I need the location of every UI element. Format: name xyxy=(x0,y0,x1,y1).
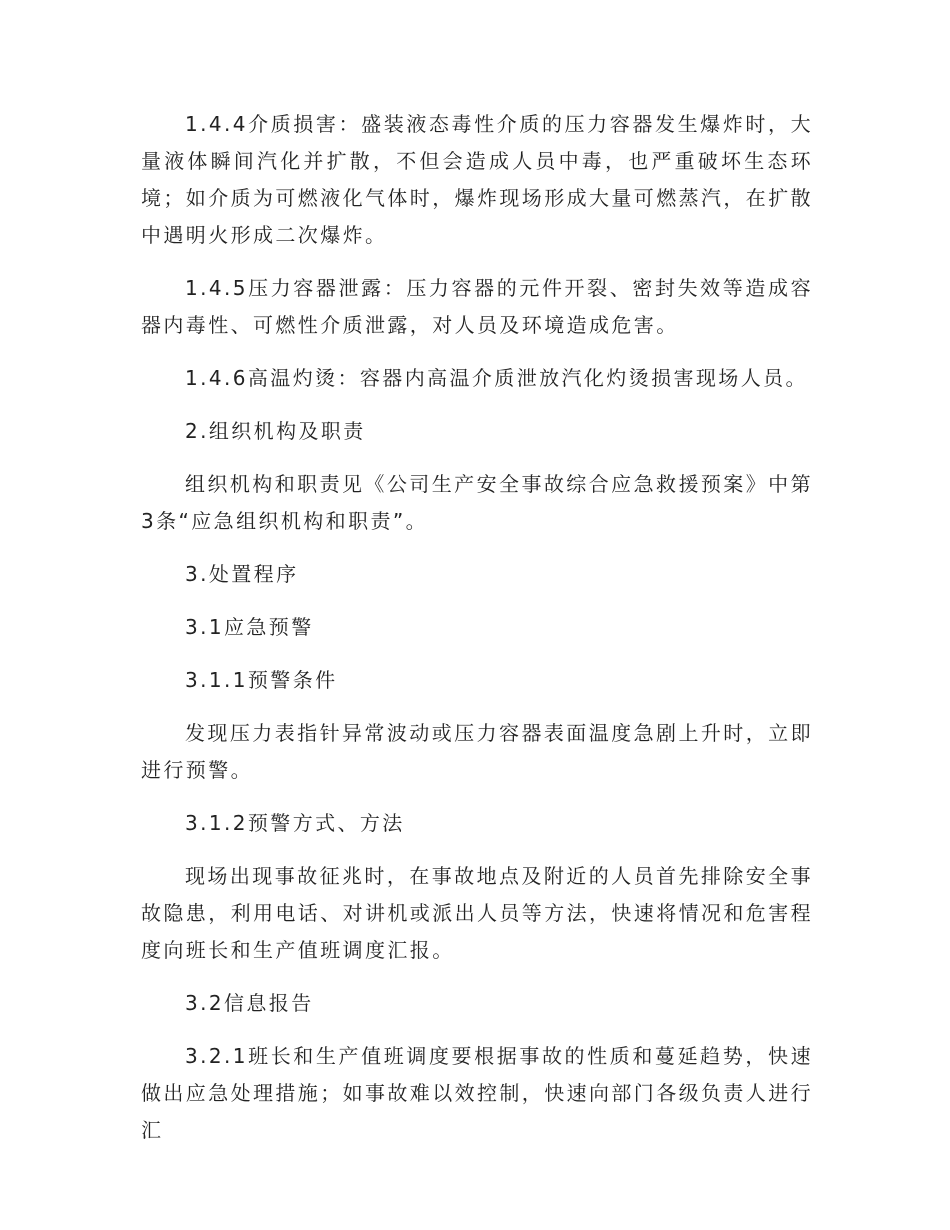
paragraph-organization-reference: 组织机构和职责见《公司生产安全事故综合应急救援预案》中第3条“应急组织机构和职责”。 xyxy=(141,472,813,533)
document-body xyxy=(141,106,813,1165)
heading-3-procedure: 3.处置程序 xyxy=(185,562,299,586)
heading-3-2-info-report: 3.2信息报告 xyxy=(185,991,314,1015)
heading-3-1-2-warning-methods: 3.1.2预警方式、方法 xyxy=(185,811,405,835)
paragraph-3-2-1-reporting: 3.2.1班长和生产值班调度要根据事故的性质和蔓延趋势，快速做出应急处理措施；如事故难以效控制，快速向部门各级负责人进行汇 xyxy=(141,1044,813,1142)
paragraph-1-4-5-vessel-leak: 1.4.5压力容器泄露：压力容器的元件开裂、密封失效等造成容器内毒性、可燃性介质泄露，对人员及环境造成危害。 xyxy=(141,276,813,337)
paragraph-1-4-6-high-temp-scald: 1.4.6高温灼烫：容器内高温介质泄放汽化灼烫损害现场人员。 xyxy=(185,366,808,390)
paragraph-1-4-4-medium-damage: 1.4.4介质损害：盛装液态毒性介质的压力容器发生爆炸时，大量液体瞬间汽化并扩散，不但会造成人员中毒，也严重破坏生态环境；如介质为可燃液化气体时，爆炸现场形成大量可燃蒸汽，在扩散中遇明火形成二次爆炸。 xyxy=(141,112,813,247)
paragraph-warning-methods: 现场出现事故征兆时，在事故地点及附近的人员首先排除安全事故隐患，利用电话、对讲机或派出人员等方法，快速将情况和危害程度向班长和生产值班调度汇报。 xyxy=(141,864,813,962)
heading-2-organization: 2.组织机构及职责 xyxy=(185,419,366,443)
heading-3-1-warning: 3.1应急预警 xyxy=(185,615,314,639)
heading-3-1-1-warning-conditions: 3.1.1预警条件 xyxy=(185,668,338,692)
paragraph-warning-conditions: 发现压力表指针异常波动或压力容器表面温度急剧上升时，立即进行预警。 xyxy=(141,721,813,782)
